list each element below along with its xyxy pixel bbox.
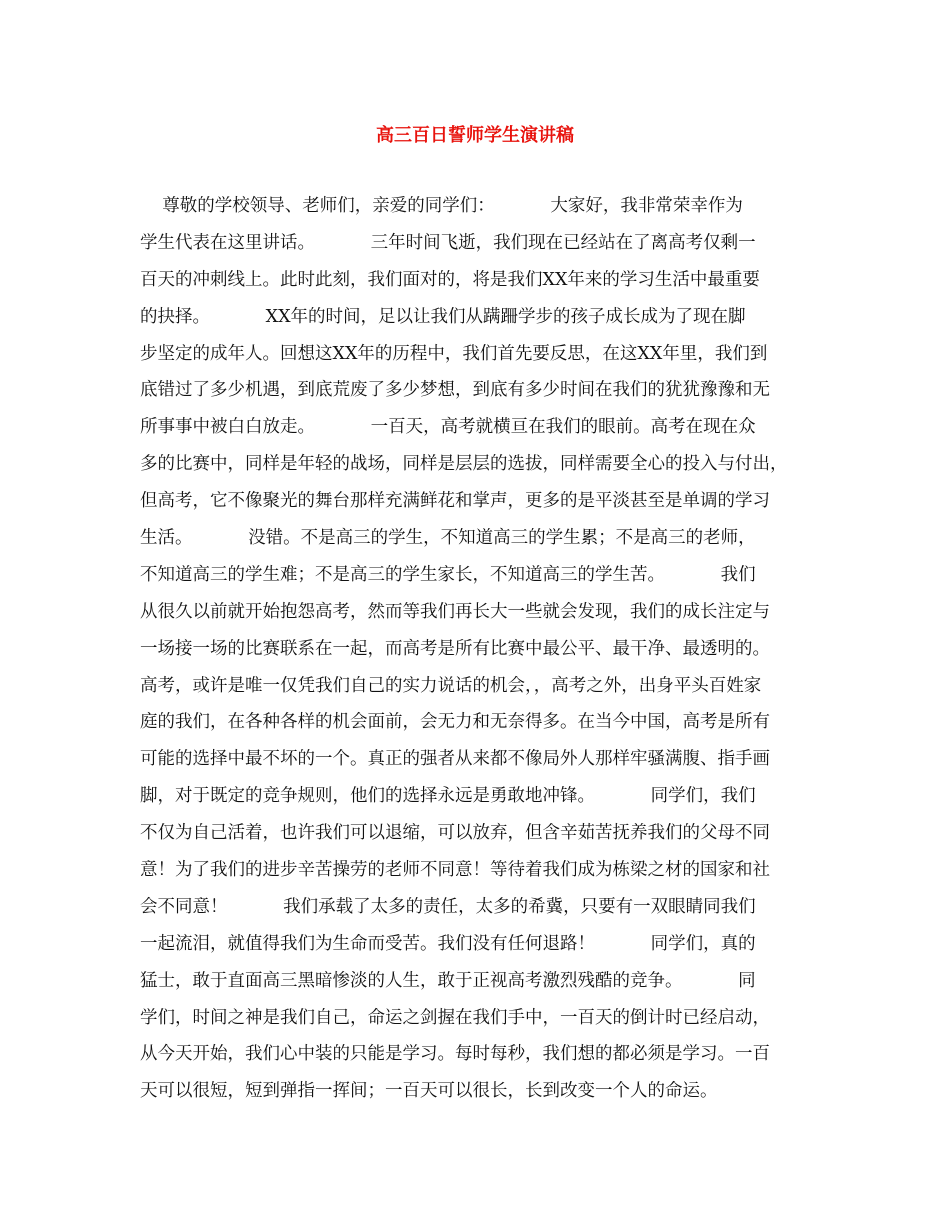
text-line: 的抉择。 XX年的时间，足以让我们从蹒跚学步的孩子成长成为了现在脚 <box>140 306 746 327</box>
text-line: 步坚定的成年人。回想这XX年的历程中，我们首先要反思，在这XX年里，我们到 <box>140 343 768 364</box>
text-line: 不知道高三的学生难；不是高三的学生家长，不知道高三的学生苦。 我们 <box>140 564 756 585</box>
text-line: 一场接一场的比赛联系在一起，而高考是所有比赛中最公平、最干净、最透明的。 <box>140 638 770 659</box>
text-line: 不仅为自己活着，也许我们可以退缩，可以放弃，但含辛茹苦抚养我们的父母不同 <box>140 823 770 844</box>
text-line: 意！为了我们的进步辛苦操劳的老师不同意！等待着我们成为栋梁之材的国家和社 <box>140 860 770 881</box>
text-line: 从很久以前就开始抱怨高考，然而等我们再长大一些就会发现，我们的成长注定与 <box>140 601 770 622</box>
text-line: 百天的冲刺线上。此时此刻，我们面对的，将是我们XX年来的学习生活中最重要 <box>140 269 760 290</box>
text-line: 学们，时间之神是我们自己，命运之剑握在我们手中，一百天的倒计时已经启动， <box>140 1007 770 1028</box>
text-line: 一起流泪，就值得我们为生命而受苦。我们没有任何退路！ 同学们，真的 <box>140 933 756 954</box>
text-line: 高考，或许是唯一仅凭我们自己的实力说话的机会，，高考之外，出身平头百姓家 <box>140 675 762 696</box>
text-line: 脚，对于既定的竞争规则，他们的选择永远是勇敢地冲锋。 同学们，我们 <box>140 786 756 807</box>
text-line: 学生代表在这里讲话。 三年时间飞逝，我们现在已经站在了离高考仅剩一 <box>140 232 756 253</box>
text-line: 猛士，敢于直面高三黑暗惨淡的人生，敢于正视高考激烈残酷的竞争。 同 <box>140 970 756 991</box>
text-line: 天可以很短，短到弹指一挥间；一百天可以很长，长到改变一个人的命运。 <box>140 1081 718 1102</box>
text-line: 所事事中被白白放走。 一百天，高考就横亘在我们的眼前。高考在现在众 <box>140 417 756 438</box>
document-body <box>140 191 820 1113</box>
text-line: 从今天开始，我们心中装的只能是学习。每时每秒，我们想的都必须是学习。一百 <box>140 1044 770 1065</box>
text-line: 底错过了多少机遇，到底荒废了多少梦想，到底有多少时间在我们的犹犹豫豫和无 <box>140 380 770 401</box>
text-line: 但高考，它不像聚光的舞台那样充满鲜花和掌声，更多的是平淡甚至是单调的学习 <box>140 491 770 512</box>
text-line: 可能的选择中最不坏的一个。真正的强者从来都不像局外人那样牢骚满腹、指手画 <box>140 749 770 770</box>
text-line: 会不同意！ 我们承载了太多的责任，太多的希冀，只要有一双眼睛同我们 <box>140 896 756 917</box>
text-line: 尊敬的学校领导、老师们，亲爱的同学们： 大家好，我非常荣幸作为 <box>140 196 743 216</box>
document-title: 高三百日誓师学生演讲稿 <box>376 125 574 146</box>
text-line: 生活。 没错。不是高三的学生，不知道高三的学生累；不是高三的老师， <box>140 528 756 549</box>
text-line: 多的比赛中，同样是年轻的战场，同样是层层的选拔，同样需要全心的投入与付出， <box>140 454 788 475</box>
text-line: 庭的我们，在各种各样的机会面前，会无力和无奈得多。在当今中国，高考是所有 <box>140 712 770 733</box>
